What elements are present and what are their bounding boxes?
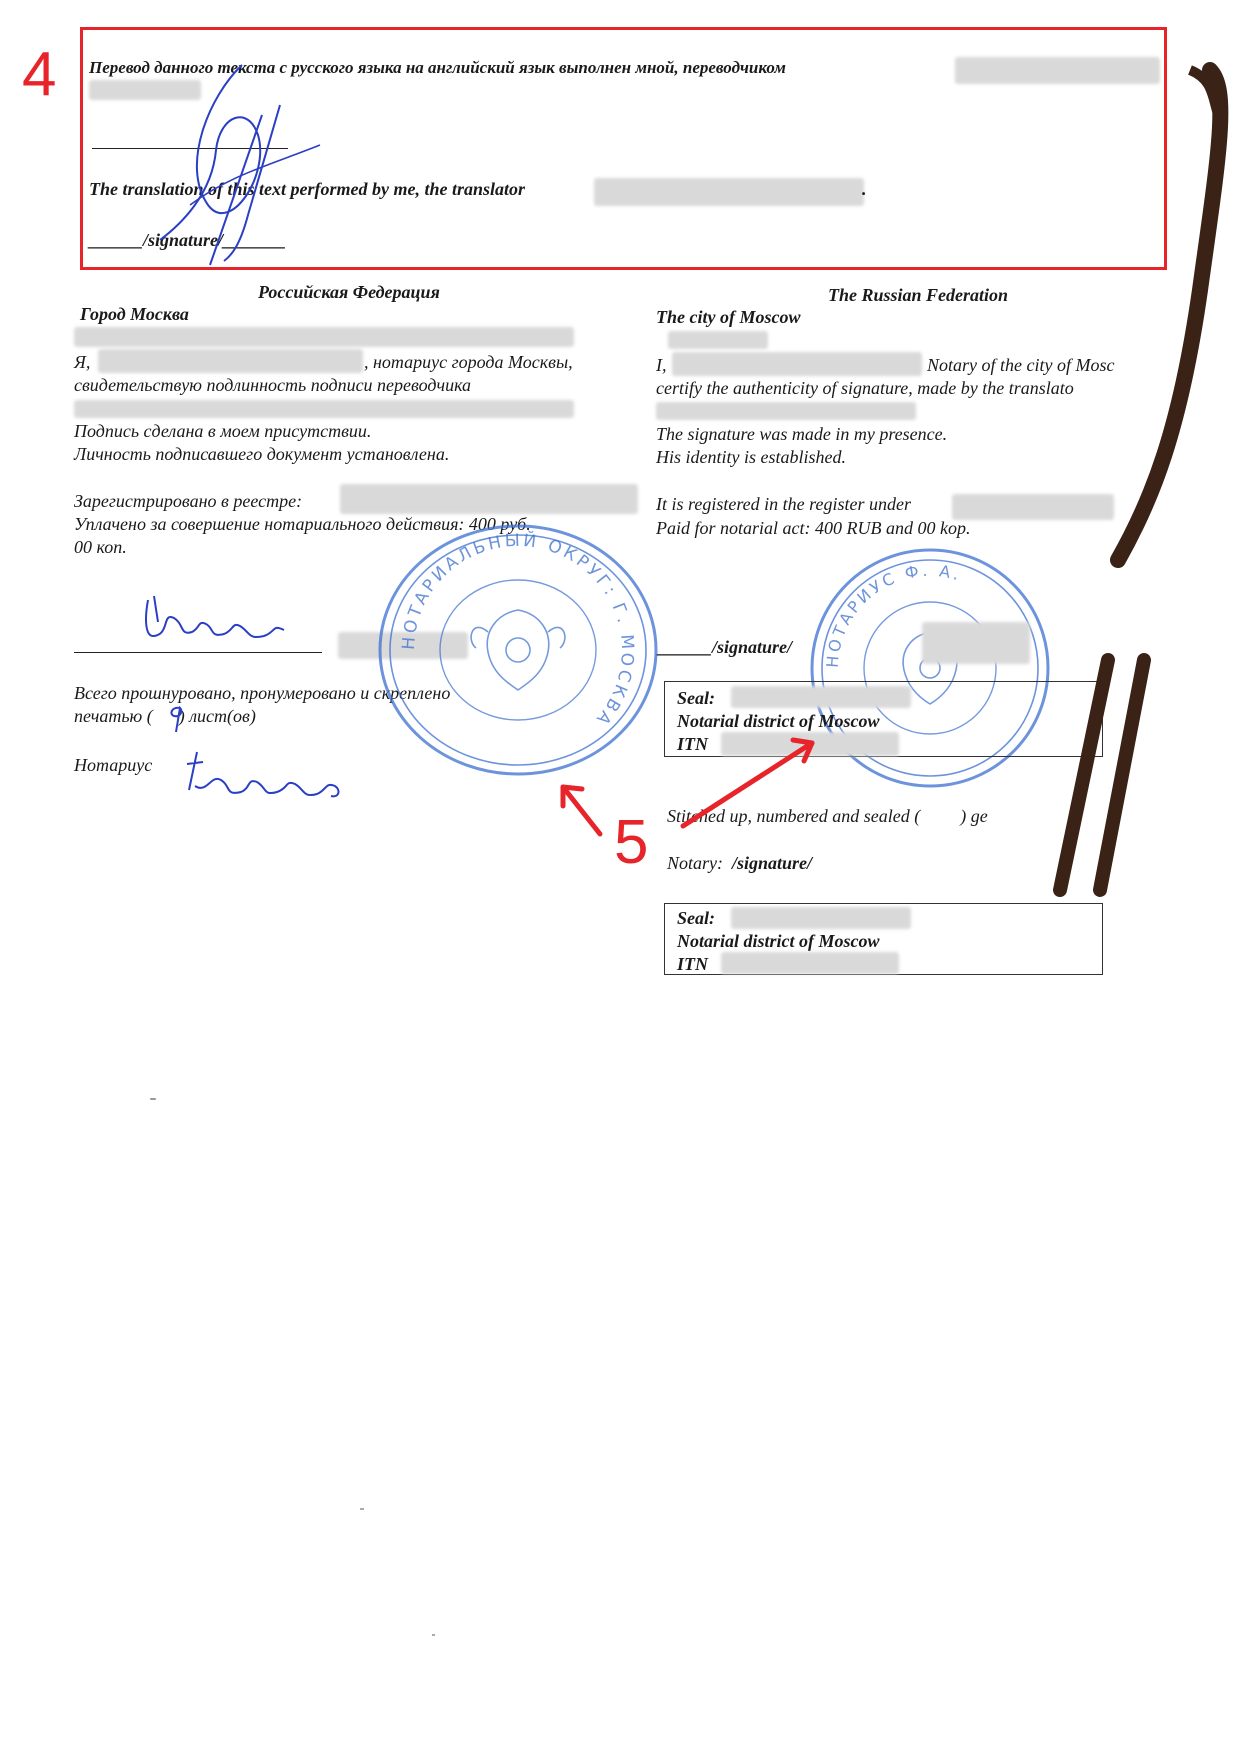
translator-statement-en: The translation of this text performed by me, the translator [89, 179, 526, 199]
en-country-heading: The Russian Federation [828, 285, 1009, 305]
redacted-en-notary-name [672, 352, 922, 376]
en-notary-line: Notary: /signature/ [667, 853, 813, 873]
seal-box-2-seal-label: Seal: [677, 908, 715, 928]
redacted-seal-1-name [731, 686, 911, 708]
en-registered-text: It is registered in the register under [656, 494, 911, 514]
stamp-ring-text-right: НОТАРИУС Ф. А. [822, 560, 965, 669]
redacted-ru-translator [74, 400, 574, 418]
en-presence-text: The signature was made in my presence. [656, 424, 948, 444]
ru-registered-text: Зарегистрировано в реестре: [74, 491, 303, 511]
ru-certify-text: свидетельствую подлинность подписи переводчика [74, 375, 472, 395]
seal-box-1-seal-label: Seal: [677, 688, 715, 708]
redacted-en-translator [656, 402, 916, 420]
translator-handwritten-signature [150, 55, 350, 275]
redacted-ru-date [74, 327, 574, 347]
translator-signature-line-en: ______/signature/_______ [89, 230, 287, 250]
ru-paid-text-2: 00 коп. [74, 537, 127, 557]
translator-statement-period: . [862, 179, 867, 199]
en-stitched-text: Stitched up, numbered and sealed ( ) ge [667, 806, 988, 826]
ru-notary-label: Нотариус [74, 755, 153, 775]
ru-notary-suffix: , нотариус города Москвы, [364, 352, 573, 372]
stamp-ring-text-left: НОТАРИАЛЬНЫЙ ОКРУГ: Г. МОСКВА [398, 530, 638, 731]
seal-box-2-district: Notarial district of Moscow [677, 931, 880, 951]
seal-box-1-itn: ITN [677, 734, 708, 754]
redacted-seal-2-name [731, 907, 911, 929]
redacted-en-stamp-detail [922, 622, 1030, 664]
redacted-ru-notary-name [98, 349, 363, 373]
annotation-number-5: 5 [614, 808, 649, 877]
ru-presence-text: Подпись сделана в моем присутствии. [74, 421, 372, 441]
ru-notary-prefix: Я, [74, 352, 91, 372]
ru-notary-handwritten-signature-2 [185, 750, 345, 810]
binding-cord [1040, 60, 1240, 940]
svg-text:НОТАРИАЛЬНЫЙ ОКРУГ: Г. МОСКВА [399, 529, 638, 731]
seal-box-1-district: Notarial district of Moscow [677, 711, 880, 731]
ru-stitched-text-2: печатью ( ) лист(ов) [74, 706, 256, 726]
scan-speck [432, 1634, 435, 1636]
ru-city-heading: Город Москва [80, 304, 189, 324]
seal-box-2 [664, 903, 1103, 975]
translator-statement-ru: Перевод данного текста с русского языка на английский язык выполнен мной, переводчиком [89, 58, 786, 77]
redacted-translator-name-en [594, 178, 864, 206]
ru-country-heading: Российская Федерация [258, 282, 440, 302]
ru-page-count-handwritten [162, 702, 192, 736]
en-identity-text: His identity is established. [656, 447, 846, 467]
en-notary-signature-line: ______/signature/ [658, 637, 793, 657]
en-certify-text: certify the authenticity of signature, made by the translato [656, 378, 1074, 398]
redacted-ru-register-number [340, 484, 638, 514]
redacted-en-date [668, 331, 768, 349]
scan-speck [360, 1508, 364, 1510]
ru-notary-handwritten-signature [140, 592, 300, 647]
ru-notary-signature-line [74, 652, 322, 653]
annotation-number-4: 4 [22, 40, 57, 109]
ru-paid-text-1: Уплачено за совершение нотариального действия: 400 руб. [74, 514, 531, 534]
en-notary-prefix: I, [656, 355, 667, 375]
scan-speck [150, 1098, 156, 1100]
en-notary-suffix: Notary of the city of Mosc [927, 355, 1115, 375]
ru-identity-text: Личность подписавшего документ установлена. [74, 444, 450, 464]
en-paid-text: Paid for notarial act: 400 RUB and 00 kop. [656, 518, 971, 538]
redacted-seal-2-itn [721, 952, 899, 974]
annotation-arrows [555, 730, 835, 910]
ru-stitched-text-1: Всего прошнуровано, пронумеровано и скреплено [74, 683, 451, 703]
en-city-heading: The city of Moscow [656, 307, 801, 327]
seal-box-2-itn: ITN [677, 954, 708, 974]
